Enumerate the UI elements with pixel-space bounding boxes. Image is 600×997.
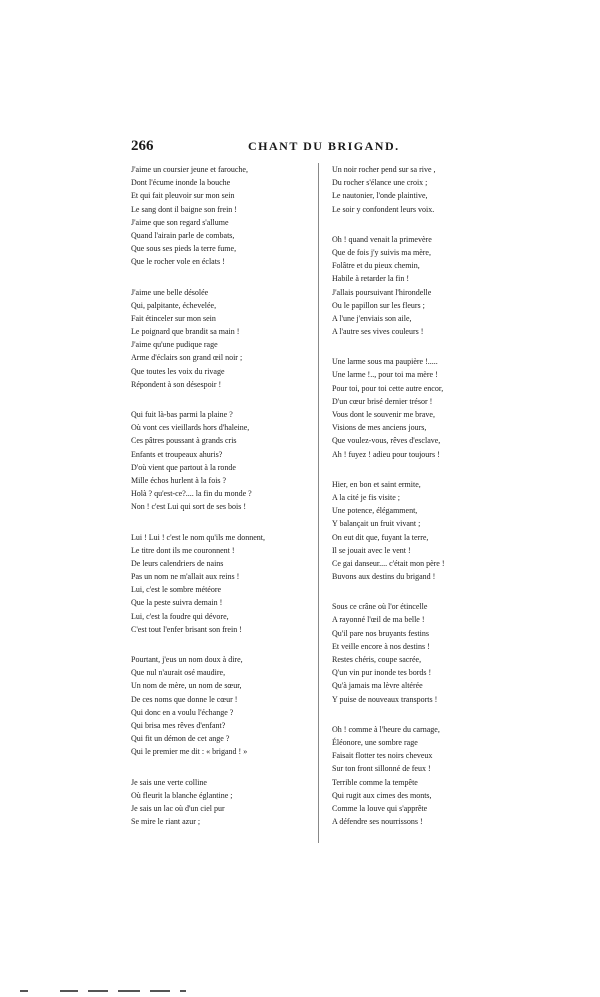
verse-line: Y balançait un fruit vivant ; — [332, 519, 421, 529]
verse-line: A la cité je fis visite ; — [332, 492, 400, 502]
stanza — [131, 653, 331, 759]
verse-line: Quand l'airain parle de combats, — [131, 230, 235, 240]
verse-line: Oh ! comme à l'heure du carnage, — [332, 724, 440, 734]
verse-line: Que nul n'aurait osé maudire, — [131, 668, 226, 678]
verse-line: Holà ? qu'est-ce?.... la fin du monde ? — [131, 489, 252, 499]
verse-line: Ah ! fuyez ! adieu pour toujours ! — [332, 449, 440, 459]
verse-line: A l'autre ses vives couleurs ! — [332, 327, 424, 337]
verse-line: Buvons aux destins du brigand ! — [332, 572, 436, 582]
stanza — [131, 776, 331, 829]
verse-line: Y puise de nouveaux transports ! — [332, 694, 438, 704]
verse-line: Non ! c'est Lui qui sort de ses bois ! — [131, 502, 246, 512]
verse-line: Que voulez-vous, rêves d'esclave, — [332, 436, 441, 446]
verse-line: Un noir rocher pend sur sa rive , — [332, 165, 436, 174]
verse-line: Que la peste suivra demain ! — [131, 598, 223, 608]
stanza — [131, 163, 331, 269]
verse-line: Arme d'éclairs son grand œil noir ; — [131, 353, 243, 363]
verse-line: Le titre dont ils me couronnent ! — [131, 545, 235, 555]
verse-line: Qui fit un démon de cet ange ? — [131, 734, 230, 744]
verse-line: Mille échos hurlent à la fois ? — [131, 475, 227, 485]
verse-line: Il se jouait avec le vent ! — [332, 545, 411, 555]
stanza — [332, 163, 492, 216]
verse-line: Que le rocher vole en éclats ! — [131, 257, 225, 267]
verse-line: A défendre ses nourrissons ! — [332, 817, 423, 827]
stanza — [332, 233, 492, 339]
verse-line: A l'une j'enviais son aile, — [332, 313, 412, 323]
verse-line: Je sais un lac où d'un ciel pur — [131, 803, 225, 813]
stanza — [332, 478, 492, 584]
right-column — [332, 163, 492, 828]
verse-line: On eut dit que, fuyant la terre, — [332, 532, 429, 542]
running-title: CHANT DU BRIGAND. — [248, 139, 400, 153]
verse-line: Que sous ses pieds la terre fume, — [131, 244, 237, 254]
left-column — [131, 163, 331, 828]
verse-line: Lui, c'est le sombre météore — [131, 585, 222, 595]
verse-line: Lui ! Lui ! c'est le nom qu'ils me donnent, — [131, 532, 265, 542]
verse-line: Répondent à son désespoir ! — [131, 379, 222, 389]
verse-line: J'aime une belle désolée — [131, 287, 209, 297]
verse-line: Qui fuit là-bas parmi la plaine ? — [131, 410, 233, 419]
verse-line: Qui le premier me dit : « brigand ! » — [131, 747, 248, 757]
verse-line: Folâtre et du pieux chemin, — [332, 261, 420, 271]
verse-line: Le nautonier, l'onde plaintive, — [332, 191, 428, 201]
verse-line: Que de fois j'y suivis ma mère, — [332, 247, 431, 257]
verse-line: D'un cœur brisé dernier trésor ! — [332, 396, 433, 406]
verse-line: Qui brisa mes rêves d'enfant? — [131, 720, 226, 730]
verse-line: J'aime un coursier jeune et farouche, — [131, 165, 248, 174]
stanza — [131, 286, 331, 392]
verse-line: Que toutes les voix du rivage — [131, 366, 225, 376]
verse-line: Le soir y confondent leurs voix. — [332, 204, 435, 214]
page-edge-marks — [20, 990, 220, 994]
verse-line: Une potence, élégamment, — [332, 506, 418, 516]
verse-line: Ce gai danseur.... c'était mon père ! — [332, 558, 445, 568]
verse-line: Ou le papillon sur les fleurs ; — [332, 300, 425, 310]
verse-line: Qui rugit aux cimes des monts, — [332, 790, 432, 800]
verse-line: Où vont ces vieillards hors d'haleine, — [131, 423, 250, 433]
verse-line: Du rocher s'élance une croix ; — [332, 178, 428, 188]
verse-line: Visions de mes anciens jours, — [332, 423, 427, 433]
verse-line: Le sang dont il baigne son frein ! — [131, 204, 237, 214]
verse-line: De ces noms que donne le cœur ! — [131, 694, 238, 704]
stanza — [332, 355, 492, 461]
verse-line: Se mire le riant azur ; — [131, 817, 201, 827]
verse-line: Restes chéris, coupe sacrée, — [332, 655, 422, 664]
verse-line: Lui, c'est la foudre qui dévore, — [131, 611, 229, 621]
verse-line: Une larme sous ma paupière !..... — [332, 357, 438, 367]
verse-line: Comme la louve qui s'apprête — [332, 803, 428, 813]
stanza — [131, 408, 331, 514]
verse-line: De leurs calendriers de nains — [131, 558, 224, 568]
verse-line: Le poignard que brandit sa main ! — [131, 327, 240, 337]
verse-line: Dont l'écume inonde la bouche — [131, 178, 231, 188]
page-header — [0, 138, 600, 158]
stanza — [332, 723, 492, 829]
verse-line: C'est tout l'enfer brisant son frein ! — [131, 624, 242, 634]
verse-line: Où fleurit la blanche églantine ; — [131, 790, 233, 800]
verse-line: Éléonore, une sombre rage — [332, 737, 418, 747]
verse-line: Hier, en bon et saint ermite, — [332, 479, 421, 489]
verse-line: Et qui fait pleuvoir sur mon sein — [131, 191, 235, 201]
verse-line: Une larme !.., pour toi ma mère ! — [332, 370, 438, 380]
verse-line: Terrible comme la tempête — [332, 777, 418, 787]
verse-line: Qu'à jamais ma lèvre altérée — [332, 681, 423, 691]
verse-line: Pourtant, j'eus un nom doux à dire, — [131, 655, 243, 664]
verse-line: Un nom de mère, un nom de sœur, — [131, 681, 242, 691]
verse-line: Vous dont le souvenir me brave, — [332, 410, 435, 419]
verse-line: Fait étinceler sur mon sein — [131, 313, 216, 323]
verse-line: Faisait flotter tes noirs cheveux — [332, 751, 433, 761]
page-number: 266 — [131, 138, 154, 154]
verse-line: Qui donc en a voulu l'échange ? — [131, 707, 234, 717]
verse-line: J'allais poursuivant l'hirondelle — [332, 287, 432, 297]
verse-line: Qui, palpitante, échevelée, — [131, 300, 217, 310]
verse-line: Enfants et troupeaux ahuris? — [131, 449, 223, 459]
verse-line: Et veille encore à nos destins ! — [332, 641, 430, 651]
verse-line: Sous ce crâne où l'or étincelle — [332, 602, 428, 612]
verse-line: Sur ton front sillonné de feux ! — [332, 764, 431, 774]
stanza — [332, 600, 492, 706]
verse-line: Q'un vin pur inonde tes bords ! — [332, 668, 432, 678]
verse-line: Habile à retarder la fin ! — [332, 274, 410, 284]
verse-line: Qu'il pare nos bruyants festins — [332, 628, 429, 638]
verse-line: J'aime qu'une pudique rage — [131, 340, 218, 350]
verse-line: Pour toi, pour toi cette autre encor, — [332, 383, 444, 393]
verse-line: Pas un nom ne m'allait aux reins ! — [131, 572, 240, 582]
verse-line: Oh ! quand venait la primevère — [332, 234, 432, 244]
verse-line: D'où vient que partout à la ronde — [131, 462, 236, 472]
verse-line: A rayonné l'œil de ma belle ! — [332, 615, 425, 625]
verse-line: Je sais une verte colline — [131, 777, 207, 787]
verse-line: J'aime que son regard s'allume — [131, 217, 229, 227]
stanza — [131, 531, 331, 637]
verse-line: Ces pâtres poussant à grands cris — [131, 436, 237, 446]
